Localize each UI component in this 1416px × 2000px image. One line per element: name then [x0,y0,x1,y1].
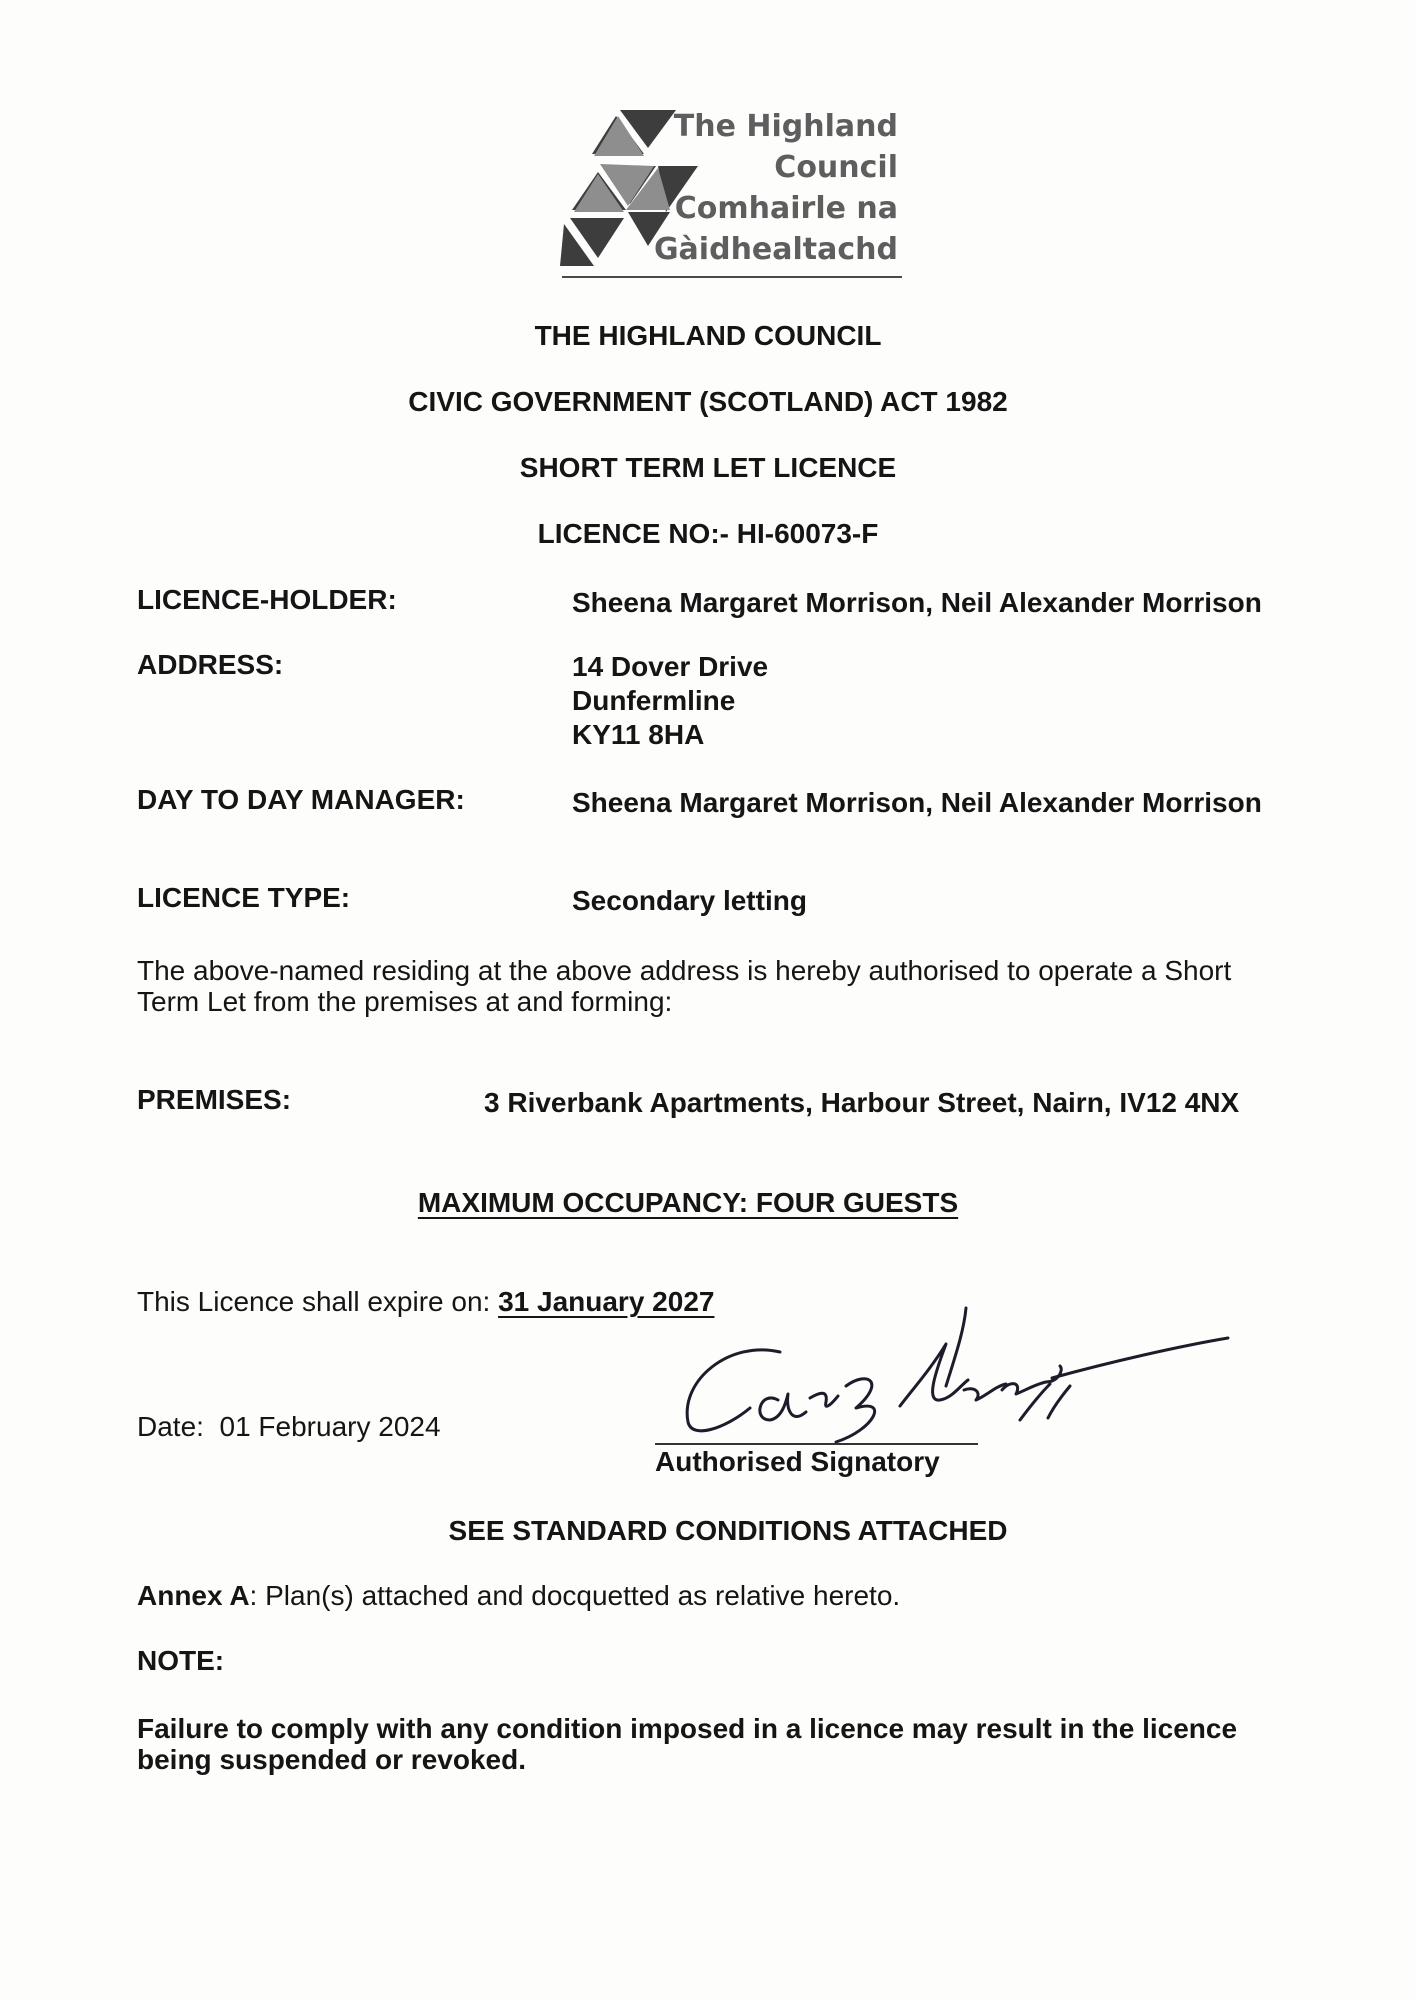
address-value [572,650,768,752]
logo-line-gaelic-1: Comhairle na [674,191,898,226]
logo-underline [562,276,902,278]
licence-type-value: Secondary letting [572,885,807,916]
authorisation-text: The above-named residing at the above address is hereby authorised to operate a Short Term Let from the premises at and forming: [137,955,1232,1017]
signatory-label: Authorised Signatory [655,1446,940,1477]
logo-line-english-2: Council [774,150,898,185]
address-label: ADDRESS: [137,649,284,680]
annex-line [137,1580,900,1612]
premises-label: PREMISES: [137,1084,292,1115]
logo-line-english-1: The Highland [673,109,898,144]
issue-date [137,1411,441,1443]
signature-line [655,1443,978,1445]
council-logo [558,104,908,282]
licence-title: SHORT TERM LET LICENCE [519,452,897,483]
licence-number: LICENCE NO:- HI-60073-F [537,518,879,549]
manager-label: DAY TO DAY MANAGER: [137,784,465,815]
logo-text [654,106,898,270]
issue-date-value: 01 February 2024 [219,1411,441,1442]
act-heading: CIVIC GOVERNMENT (SCOTLAND) ACT 1982 [408,386,1008,417]
logo-line-gaelic-2: Gàidhealtachd [653,232,898,267]
maximum-occupancy: MAXIMUM OCCUPANCY: FOUR GUESTS [417,1187,959,1218]
address-line-1: 14 Dover Drive [572,651,769,682]
premises-value: 3 Riverbank Apartments, Harbour Street, Nairn, IV12 4NX [484,1087,1240,1118]
annex-label: Annex A [137,1580,250,1611]
warning-text: Failure to comply with any condition imposed in a licence may result in the licence being suspended or revoked. [137,1713,1238,1775]
expiry-statement [137,1286,714,1318]
council-heading: THE HIGHLAND COUNCIL [534,320,882,351]
handwritten-signature [660,1290,1240,1450]
address-line-2: Dunfermline [572,685,736,716]
address-line-3: KY11 8HA [572,719,705,750]
annex-text: : Plan(s) attached and docquetted as relative hereto. [249,1580,901,1611]
expiry-date: 31 January 2027 [498,1286,715,1317]
expiry-prefix: This Licence shall expire on: [137,1286,491,1317]
manager-value: Sheena Margaret Morrison, Neil Alexander Morrison [572,787,1262,818]
holder-label: LICENCE-HOLDER: [137,584,397,615]
licence-type-label: LICENCE TYPE: [137,882,351,913]
issue-date-label: Date: [137,1411,204,1442]
holder-value: Sheena Margaret Morrison, Neil Alexander Morrison [572,587,1262,618]
standard-conditions-note: SEE STANDARD CONDITIONS ATTACHED [448,1515,1008,1546]
note-heading: NOTE: [137,1645,225,1676]
